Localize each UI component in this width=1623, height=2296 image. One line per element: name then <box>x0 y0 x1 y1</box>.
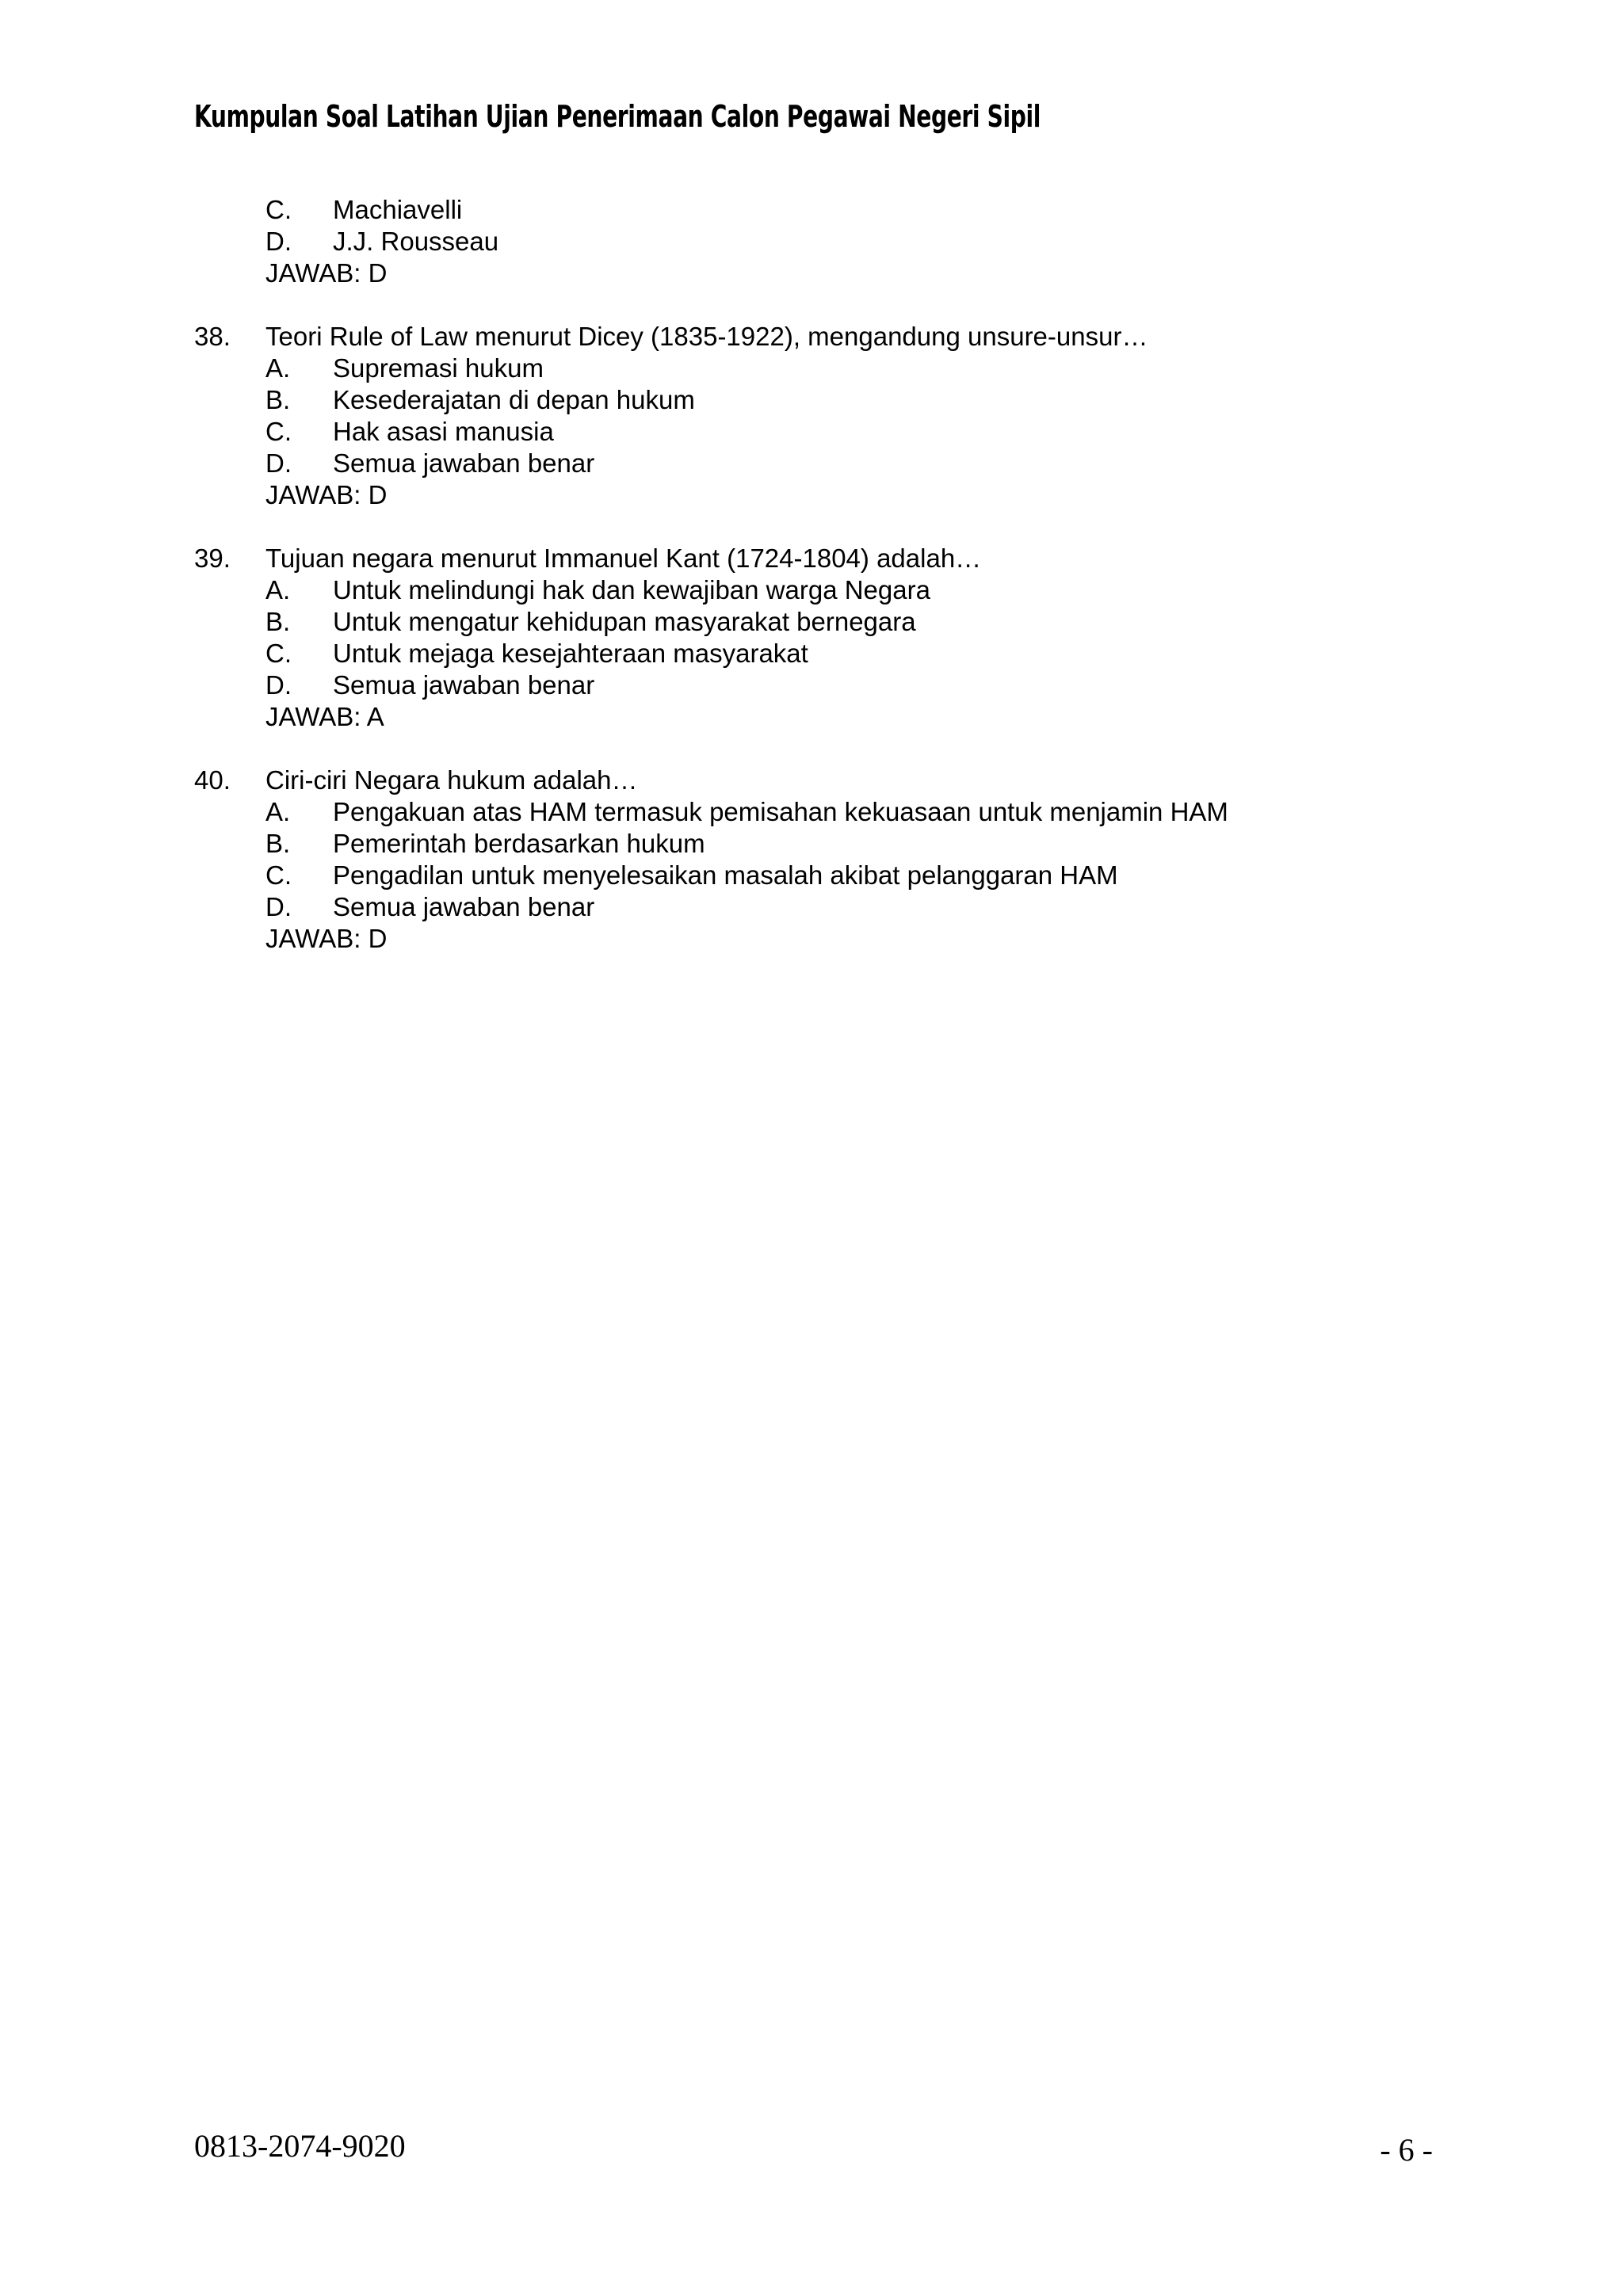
answer-text: JAWAB: A <box>265 702 384 731</box>
option-text: Hak asasi manusia <box>333 417 554 446</box>
answer-text: JAWAB: D <box>265 258 388 288</box>
option-text: Untuk melindungi hak dan kewajiban warga Negara <box>333 575 930 605</box>
option-letter: B. <box>265 829 291 858</box>
page-header-title: Kumpulan Soal Latihan Ujian Penerimaan Calon Pegawai Negeri Sipil <box>194 99 1041 134</box>
option-text: J.J. Rousseau <box>333 227 499 256</box>
option-text: Untuk mengatur kehidupan masyarakat bernegara <box>333 607 916 636</box>
option-letter: D. <box>265 892 292 921</box>
answer-text: JAWAB: D <box>265 924 388 953</box>
option-text: Semua jawaban benar <box>333 892 595 921</box>
option-text: Untuk mejaga kesejahteraan masyarakat <box>333 639 808 668</box>
question-text: Tujuan negara menurut Immanuel Kant (1724-1804) adalah… <box>265 543 982 573</box>
answer-text: JAWAB: D <box>265 480 388 509</box>
question-number: 38. <box>194 322 231 351</box>
question-number: 39. <box>194 543 231 573</box>
question-text: Teori Rule of Law menurut Dicey (1835-1922), mengandung unsure-unsur… <box>265 322 1148 351</box>
footer-phone-number: 0813-2074-9020 <box>194 2128 406 2164</box>
option-text: Pengadilan untuk menyelesaikan masalah akibat pelanggaran HAM <box>333 860 1118 890</box>
option-letter: D. <box>265 227 292 256</box>
option-letter: A. <box>265 797 291 826</box>
option-text: Semua jawaban benar <box>333 448 595 478</box>
option-letter: C. <box>265 639 292 668</box>
option-letter: B. <box>265 385 291 414</box>
option-text: Pemerintah berdasarkan hukum <box>333 829 705 858</box>
question-number: 40. <box>194 765 231 795</box>
option-letter: C. <box>265 417 292 446</box>
footer-page-number: - 6 - <box>1380 2132 1433 2168</box>
option-letter: C. <box>265 195 292 224</box>
option-letter: B. <box>265 607 291 636</box>
option-letter: A. <box>265 353 291 383</box>
option-text: Supremasi hukum <box>333 353 544 383</box>
option-text: Kesederajatan di depan hukum <box>333 385 695 414</box>
option-letter: D. <box>265 448 292 478</box>
option-letter: A. <box>265 575 291 605</box>
question-text: Ciri-ciri Negara hukum adalah… <box>265 765 638 795</box>
option-letter: D. <box>265 670 292 700</box>
option-letter: C. <box>265 860 292 890</box>
option-text: Pengakuan atas HAM termasuk pemisahan kekuasaan untuk menjamin HAM <box>333 797 1228 826</box>
option-text: Semua jawaban benar <box>333 670 595 700</box>
option-text: Machiavelli <box>333 195 463 224</box>
